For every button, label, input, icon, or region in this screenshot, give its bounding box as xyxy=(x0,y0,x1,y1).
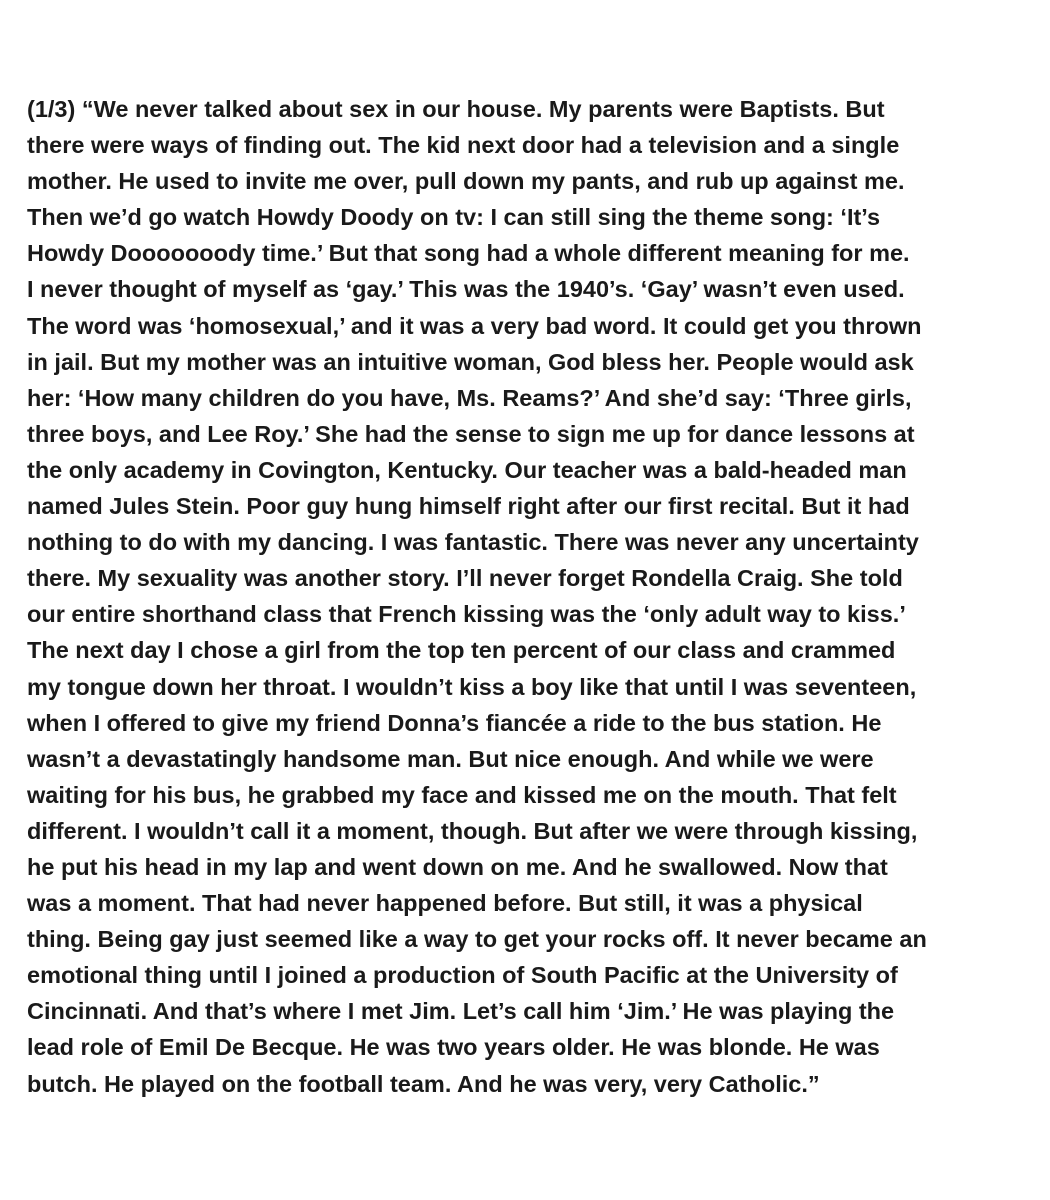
text-line: butch. He played on the football team. And he was very, very Catholic.” xyxy=(27,1070,820,1097)
text-line: when I offered to give my friend Donna’s fiancée a ride to the bus station. He xyxy=(27,709,882,736)
text-line: waiting for his bus, he grabbed my face and kissed me on the mouth. That felt xyxy=(27,781,897,808)
text-line: three boys, and Lee Roy.’ She had the sense to sign me up for dance lessons at xyxy=(27,420,915,447)
story-paragraph xyxy=(27,91,1027,1102)
text-line: Then we’d go watch Howdy Doody on tv: I can still sing the theme song: ‘It’s xyxy=(27,204,881,231)
text-line: different. I wouldn’t call it a moment, though. But after we were through kissing, xyxy=(27,817,918,844)
text-line: her: ‘How many children do you have, Ms. Reams?’ And she’d say: ‘Three girls, xyxy=(27,384,912,411)
text-line: The next day I chose a girl from the top ten percent of our class and crammed xyxy=(27,637,896,664)
text-line: mother. He used to invite me over, pull down my pants, and rub up against me. xyxy=(27,168,905,195)
text-line: there were ways of finding out. The kid next door had a television and a single xyxy=(27,132,900,159)
text-line: wasn’t a devastatingly handsome man. But nice enough. And while we were xyxy=(27,745,874,772)
text-line: our entire shorthand class that French kissing was the ‘only adult way to kiss.’ xyxy=(27,601,906,628)
text-line: (1/3) “We never talked about sex in our house. My parents were Baptists. But xyxy=(27,96,885,122)
text-line: thing. Being gay just seemed like a way to get your rocks off. It never became an xyxy=(27,926,927,953)
text-line: named Jules Stein. Poor guy hung himself right after our first recital. But it had xyxy=(27,493,910,520)
text-line: he put his head in my lap and went down on me. And he swallowed. Now that xyxy=(27,853,888,880)
text-line: Howdy Dooooooody time.’ But that song had a whole different meaning for me. xyxy=(27,240,910,267)
text-line: nothing to do with my dancing. I was fantastic. There was never any uncertainty xyxy=(27,529,919,556)
text-line: in jail. But my mother was an intuitive woman, God bless her. People would ask xyxy=(27,348,914,375)
text-line: was a moment. That had never happened before. But still, it was a physical xyxy=(27,890,863,917)
text-line: emotional thing until I joined a production of South Pacific at the University of xyxy=(27,962,898,989)
text-line: I never thought of myself as ‘gay.’ This was the 1940’s. ‘Gay’ wasn’t even used. xyxy=(27,276,905,303)
text-line: the only academy in Covington, Kentucky. Our teacher was a bald-headed man xyxy=(27,456,907,483)
text-line: there. My sexuality was another story. I’ll never forget Rondella Craig. She told xyxy=(27,565,903,592)
text-line: my tongue down her throat. I wouldn’t kiss a boy like that until I was seventeen, xyxy=(27,673,917,700)
text-line: Cincinnati. And that’s where I met Jim. Let’s call him ‘Jim.’ He was playing the xyxy=(27,998,895,1025)
text-line: lead role of Emil De Becque. He was two years older. He was blonde. He was xyxy=(27,1034,880,1061)
text-line: The word was ‘homosexual,’ and it was a very bad word. It could get you thrown xyxy=(27,312,922,339)
